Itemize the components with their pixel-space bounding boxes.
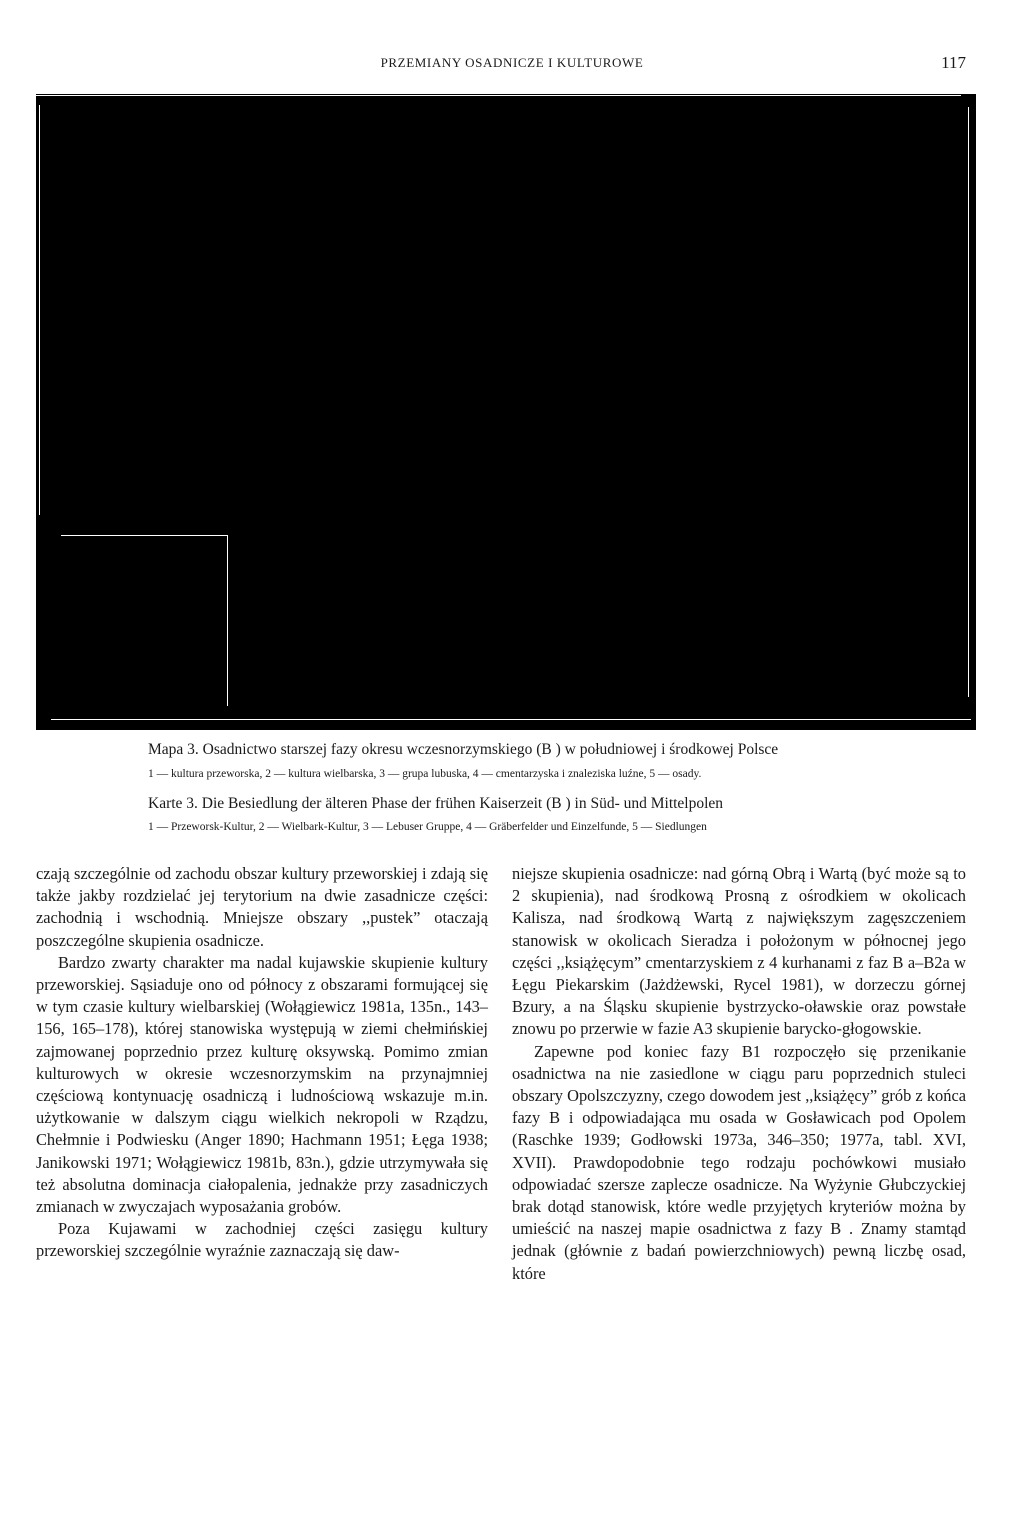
- paragraph: niejsze skupienia osadnicze: nad górną Obrą i Wartą (być może są to 2 skupienia), nad środkową Prosną z ośrodkiem w okolicach Kalisza, nad środkową Wartą z największym zagęszczeniem stanowisk w okolicach Sieradza i położonym w północnej jego części ,,książęcym” cmentarzyskiem z 4 kurhanami z faz B a–B2a w Łęgu Piekarskim (Jażdżewski, Rycel 1981), w dorzeczu górnej Bzury, a na Śląsku skupienie bystrzycko-oławskie oraz powstałe znowu po przerwie w fazie A3 skupienie barycko-głogowskie.: [512, 864, 966, 1039]
- page-number: 117: [941, 53, 966, 72]
- figure-caption-pl: Mapa 3. Osadnictwo starszej fazy okresu wczesnorzymskiego (B ) w południowej i środkowej Polsce: [148, 741, 779, 758]
- map-border-line: [31, 95, 961, 96]
- paragraph: czają szczególnie od zachodu obszar kultury przeworskiej i zdają się także jakby rozdzielać jej terytorium na dwie zasadnicze części: zachodnią i wschodnią. Mniejsze obszary ,,pustek” otaczają poszczególne skupienia osadnicze.: [36, 864, 488, 950]
- page-header: [0, 55, 1024, 77]
- figure-legend-pl: 1 — kultura przeworska, 2 — kultura wielbarska, 3 — grupa lubuska, 4 — cmentarzyska i znaleziska luźne, 5 — osady.: [148, 768, 702, 780]
- map-border-line: [51, 719, 971, 720]
- left-column: [36, 863, 488, 1263]
- paragraph: Poza Kujawami w zachodniej części zasięgu kultury przeworskiej szczególnie wyraźnie zaznaczają się daw-: [36, 1219, 488, 1261]
- map-figure: [36, 94, 976, 730]
- paragraph: Zapewne pod koniec fazy B1 rozpoczęło się przenikanie osadnictwa na nie zasiedlone w ciągu paru poprzednich stuleci obszary Opolszczyzny, czego dowodem jest ,,książęcy” grób z końca fazy B i odpowiadająca mu osada w Gosławicach pod Opolem (Raschke 1939; Godłowski 1973a, 346–350; 1977a, tabl. XVI, XVII). Prawdopodobnie tego rodzaju pochówkowi musiało odpowiadać szersze zaplecze osadnicze. Na Wyżynie Głubczyckiej brak dotąd stanowisk, które wedle przyjętych kryteriów można by umieścić na naszej mapie osadnictwa z fazy B . Znamy stamtąd jednak (głównie z badań powierzchniowych) pewną liczbę osad, które: [512, 1041, 966, 1283]
- map-border-line: [39, 105, 40, 515]
- map-border-line: [968, 107, 969, 697]
- right-column: [512, 863, 966, 1285]
- figure-caption-de: Karte 3. Die Besiedlung der älteren Phase der frühen Kaiserzeit (B ) in Süd- und Mittelpolen: [148, 795, 724, 812]
- figure-legend-de: 1 — Przeworsk-Kultur, 2 — Wielbark-Kultur, 3 — Lebuser Gruppe, 4 — Gräberfelder und Einzelfunde, 5 — Siedlungen: [148, 821, 707, 833]
- map-inset-frame: [61, 535, 228, 706]
- paragraph: Bardzo zwarty charakter ma nadal kujawskie skupienie kultury przeworskiej. Sąsiaduje ono od północy z obszarami formującej się w tym czasie kultury wielbarskiej (Wołągiewicz 1981a, 135n., 143–156, 165–178), której stanowiska występują w ziemi chełmińskiej zajmowanej poprzednio przez kulturę oksywską. Pomimo zmian kulturowych w okresie wczesnorzymskim na przynajmniej częściową kontynuację osadniczą i ludnościową wskazuje m.in. użytkowanie w dalszym ciągu wielkich nekropoli w Rządzu, Chełmnie i Podwiesku (Anger 1890; Hachmann 1951; Łęga 1938; Janikowski 1971; Wołągiewicz 1981b, 83n.), gdzie utrzymywała się też absolutna dominacja ciałopalenia, jednakże przy zasadniczych zmianach w zwyczajach wyposażania grobów.: [36, 952, 488, 1217]
- running-title: PRZEMIANY OSADNICZE I KULTUROWE: [380, 55, 644, 70]
